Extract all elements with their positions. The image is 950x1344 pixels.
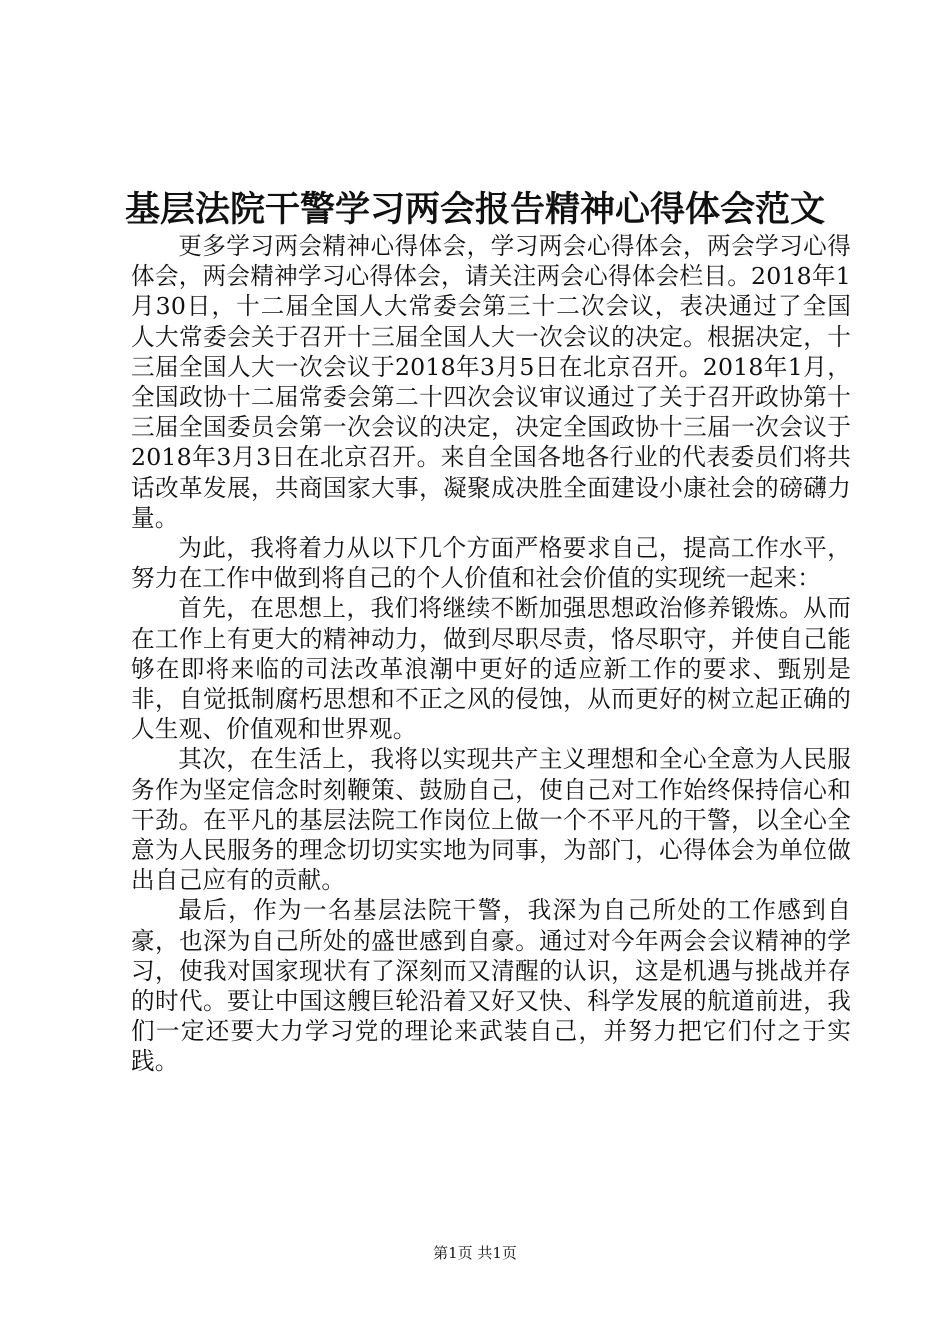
paragraph-intro: 更多学习两会精神心得体会，学习两会心得体会，两会学习心得体会，两会精神学习心得体会，请关注两会心得体会栏目。2018年1月30日，十二届全国人大常委会第三十二次会议，表决通过了全国人大常委会关于召开十三届全国人大一次会议的决定。根据决定，十三届全国人大一次会议于2018年3月5日在北京召开。2018年1月，全国政协十二届常委会第二十四次会议审议通过了关于召开政协第十三届全国委员会第一次会议的决定，决定全国政协十三届一次会议于2018年3月3日在北京召开。来自全国各地各行业的代表委员们将共话改革发展，共商国家大事，凝聚成决胜全面建设小康社会的磅礴力量。 xyxy=(131,232,851,532)
paragraph-second: 其次，在生活上，我将以实现共产主义理想和全心全意为人民服务作为坚定信念时刻鞭策、鼓励自己，使自己对工作始终保持信心和干劲。在平凡的基层法院工作岗位上做一个不平凡的干警，以全心全意为人民服务的理念切切实实地为同事，为部门，心得体会为单位做出自己应有的贡献。 xyxy=(131,745,851,895)
paragraph-first: 首先，在思想上，我们将继续不断加强思想政治修养锻炼。从而在工作上有更大的精神动力，做到尽职尽责，恪尽职守，并使自己能够在即将来临的司法改革浪潮中更好的适应新工作的要求、甄别是非，自觉抵制腐朽思想和不正之风的侵蚀，从而更好的树立起正确的人生观、价值观和世界观。 xyxy=(131,594,851,744)
document-title: 基层法院干警学习两会报告精神心得体会范文 xyxy=(124,189,825,230)
page-footer: 第1页 共1页 xyxy=(433,1244,517,1262)
document-body xyxy=(131,231,851,1077)
paragraph-last: 最后，作为一名基层法院干警，我深为自己所处的工作感到自豪，也深为自己所处的盛世感到自豪。通过对今年两会会议精神的学习，使我对国家现状有了深刻而又清醒的认识，这是机遇与挑战并存的时代。要让中国这艘巨轮沿着又好又快、科学发展的航道前进，我们一定还要大力学习党的理论来武装自己，并努力把它们付之于实践。 xyxy=(131,896,851,1076)
paragraph-resolve: 为此，我将着力从以下几个方面严格要求自己，提高工作水平，努力在工作中做到将自己的个人价值和社会价值的实现统一起来： xyxy=(131,534,851,593)
